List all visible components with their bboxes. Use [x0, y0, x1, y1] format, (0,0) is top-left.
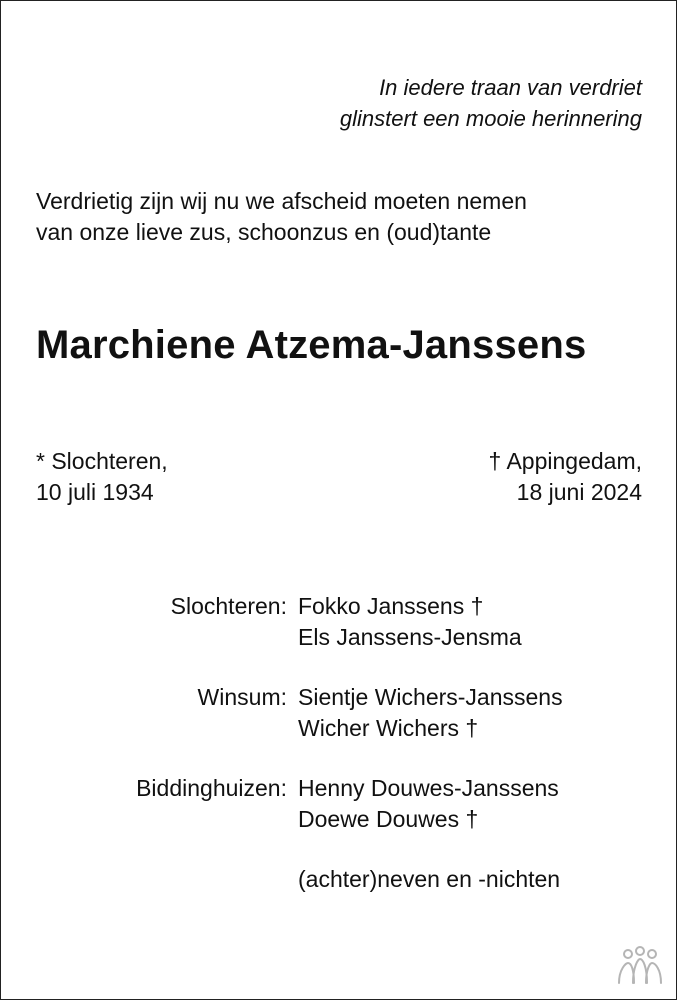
- family-place: Slochteren:: [170, 593, 287, 619]
- birth-info: [36, 446, 168, 508]
- family-member: Doewe Douwes †: [298, 806, 479, 832]
- family-place: Biddinghuizen:: [136, 775, 287, 801]
- family-names: [298, 773, 559, 835]
- intro-line-1: Verdrietig zijn wij nu we afscheid moeten nemen: [36, 188, 527, 214]
- family-member: Sientje Wichers-Janssens: [298, 684, 563, 710]
- family-member: Fokko Janssens †: [298, 593, 484, 619]
- death-place: † Appingedam,: [488, 448, 642, 474]
- death-info: [489, 446, 642, 508]
- birth-date: 10 juli 1934: [36, 479, 154, 505]
- birth-place: * Slochteren,: [36, 448, 168, 474]
- family-group-biddinghuizen: [1, 773, 677, 835]
- family-member: Wicher Wichers †: [298, 715, 479, 741]
- family-names: [298, 591, 522, 653]
- family-place: Winsum:: [197, 684, 287, 710]
- family-names: [298, 682, 563, 744]
- family-list: [1, 591, 677, 895]
- motto-line-2: glinstert een mooie herinnering: [339, 106, 642, 131]
- family-group-slochteren: [1, 591, 677, 653]
- intro-line-2: van onze lieve zus, schoonzus en (oud)tante: [36, 219, 492, 245]
- extended-family: (achter)neven en -nichten: [298, 866, 561, 892]
- family-member: Els Janssens-Jensma: [298, 624, 522, 650]
- intro-text: [36, 186, 527, 248]
- family-people-icon: [614, 945, 666, 985]
- death-date: 18 juni 2024: [516, 479, 642, 505]
- family-member: Henny Douwes-Janssens: [298, 775, 559, 801]
- family-group-winsum: [1, 682, 677, 744]
- deceased-name: Marchiene Atzema-Janssens: [36, 323, 587, 367]
- motto-line-1: In iedere traan van verdriet: [379, 75, 642, 100]
- motto: [340, 72, 642, 134]
